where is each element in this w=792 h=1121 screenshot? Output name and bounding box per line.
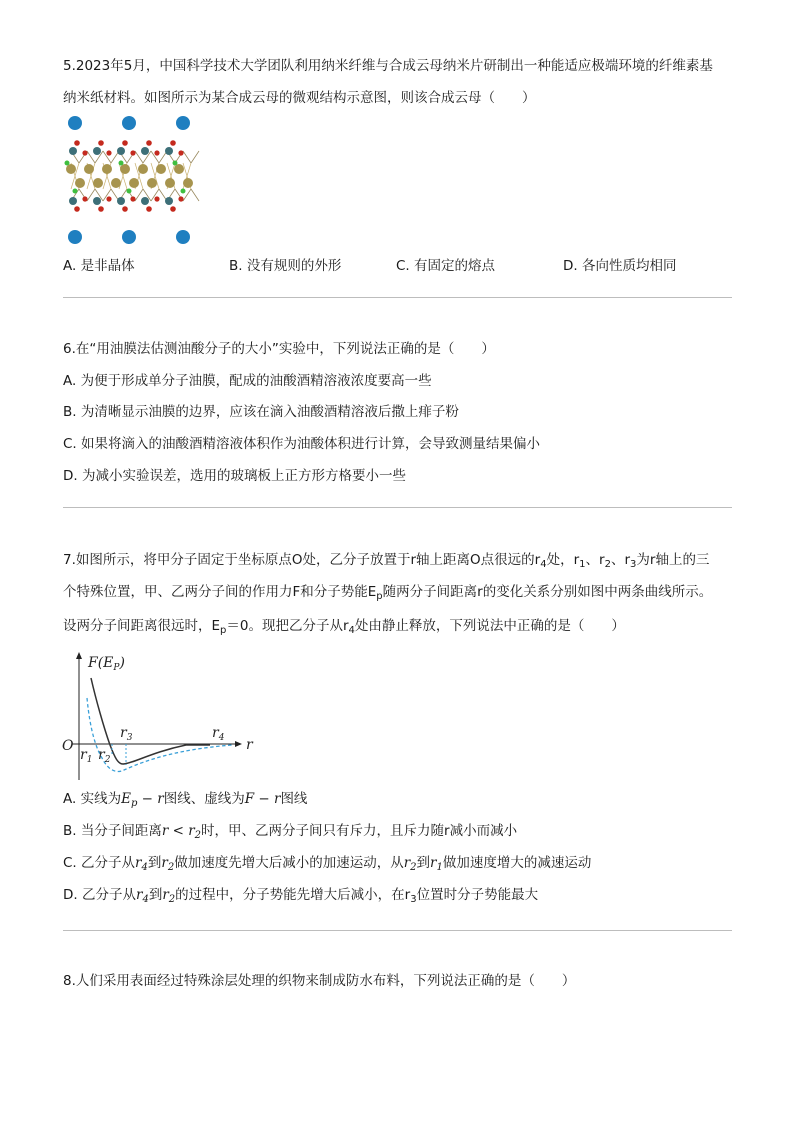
oxygen-atom (106, 196, 111, 201)
q5-option-c: C. 有固定的熔点 (396, 258, 496, 274)
q6-option-a: A. 为便于形成单分子油膜，配成的油酸酒精溶液浓度要高一些 (63, 373, 432, 389)
origin-label: O (62, 738, 74, 754)
oxygen-atom (74, 206, 80, 212)
q6-option-b: B. 为清晰显示油膜的边界，应该在滴入油酸酒精溶液后撒上痱子粉 (63, 404, 459, 420)
bond (191, 189, 199, 201)
oxygen-atom (98, 206, 104, 212)
mica-structure-figure (63, 113, 193, 248)
oxygen-atom (130, 196, 135, 201)
oxygen-atom (98, 140, 104, 146)
si-atom (93, 147, 101, 155)
bond (183, 151, 191, 163)
blue-cation-atom (122, 116, 136, 130)
metal-atom (111, 178, 121, 188)
si-atom (93, 197, 101, 205)
q5-option-d: D. 各向性质均相同 (563, 258, 677, 274)
oxygen-atom (122, 140, 128, 146)
divider (63, 507, 732, 508)
force-potential-graph (60, 650, 260, 785)
metal-atom (138, 164, 148, 174)
fluorine-atom (181, 189, 186, 194)
q7-option-b: B. 当分子间距离$r < r_2$时，甲、乙两分子间只有斥力，且斥力随r减小而减小 (63, 823, 518, 841)
oxygen-atom (170, 140, 176, 146)
divider (63, 930, 732, 931)
blue-cation-atom (176, 116, 190, 130)
metal-atom (120, 164, 130, 174)
q6-option-c: C. 如果将滴入的油酸酒精溶液体积作为油酸体积进行计算，会导致测量结果偏小 (63, 436, 541, 452)
oxygen-atom (146, 206, 152, 212)
q7-stem-line2: 个特殊位置，甲、乙两分子间的作用力F和分子势能$E_p$随两分子间距离r的变化关系分别如图中两条曲线所示。 (63, 584, 713, 602)
r3-label: $r_3$ (120, 725, 133, 743)
oxygen-atom (82, 196, 87, 201)
q8-stem: 8.人们采用表面经过特殊涂层处理的织物来制成防水布料，下列说法正确的是（ ） (63, 973, 576, 989)
metal-atom (102, 164, 112, 174)
r1-label: $r_1$ (80, 747, 93, 765)
oxygen-atom (154, 196, 159, 201)
oxygen-atom (146, 140, 152, 146)
si-atom (141, 147, 149, 155)
divider (63, 297, 732, 298)
metal-atom (75, 178, 85, 188)
fluorine-atom (73, 189, 78, 194)
y-axis-arrow (76, 652, 82, 659)
metal-atom (183, 178, 193, 188)
si-atom (117, 197, 125, 205)
x-axis-arrow (235, 741, 242, 747)
blue-cation-atom (122, 230, 136, 244)
fluorine-atom (65, 161, 70, 166)
q5-stem-line1: 5.2023年5月，中国科学技术大学团队利用纳米纤维与合成云母纳米片研制出一种能适应极端环境的纤维素基 (63, 58, 713, 74)
r2-label: $r_2$ (98, 747, 111, 765)
y-axis-label: $F(E_P)$ (88, 655, 125, 673)
fluorine-atom (173, 161, 178, 166)
oxygen-atom (178, 150, 183, 155)
metal-atom (147, 178, 157, 188)
q6-option-d: D. 为减小实验误差，选用的玻璃板上正方形方格要小一些 (63, 468, 406, 484)
metal-atom (84, 164, 94, 174)
fluorine-atom (127, 189, 132, 194)
si-atom (165, 197, 173, 205)
q6-stem: 6.在“用油膜法估测油酸分子的大小”实验中，下列说法正确的是（ ） (63, 341, 495, 357)
metal-atom (66, 164, 76, 174)
si-atom (69, 197, 77, 205)
blue-cation-atom (68, 230, 82, 244)
metal-atom (174, 164, 184, 174)
bond (191, 151, 199, 163)
oxygen-atom (154, 150, 159, 155)
x-axis-label: r (246, 737, 253, 753)
oxygen-atom (106, 150, 111, 155)
si-atom (141, 197, 149, 205)
oxygen-atom (130, 150, 135, 155)
metal-atom (129, 178, 139, 188)
blue-cation-atom (68, 116, 82, 130)
blue-cation-atom (176, 230, 190, 244)
r4-label: $r_4$ (212, 725, 225, 743)
q5-option-b: B. 没有规则的外形 (229, 258, 342, 274)
oxygen-atom (170, 206, 176, 212)
si-atom (165, 147, 173, 155)
potential-curve-solid (91, 678, 210, 764)
q7-option-c: C. 乙分子从$r_4$到$r_2$做加速度先增大后减小的加速运动，从$r_2$到$r_1$做加速度增大的减速运动 (63, 855, 592, 873)
q7-stem-line1: 7.如图所示，将甲分子固定于坐标原点O处，乙分子放置于r轴上距离O点很远的$r_4$处，$r_1$、$r_2$、$r_3$为r轴上的三 (63, 552, 710, 570)
metal-atom (165, 178, 175, 188)
oxygen-atom (178, 196, 183, 201)
oxygen-atom (74, 140, 80, 146)
si-atom (117, 147, 125, 155)
q7-stem-line3: 设两分子间距离很远时，$E_p=0$。现把乙分子从$r_4$处由静止释放，下列说法中正确的是（ ） (63, 618, 625, 636)
fluorine-atom (119, 161, 124, 166)
si-atom (69, 147, 77, 155)
q5-stem-line2: 纳米纸材料。如图所示为某合成云母的微观结构示意图，则该合成云母（ ） (63, 90, 536, 106)
oxygen-atom (122, 206, 128, 212)
q7-option-d: D. 乙分子从$r_4$到$r_2$的过程中，分子势能先增大后减小，在$r_3$位置时分子势能最大 (63, 887, 539, 905)
q7-option-a: A. 实线为$E_p - r$图线、虚线为F − r图线 (63, 791, 308, 809)
metal-atom (93, 178, 103, 188)
oxygen-atom (82, 150, 87, 155)
metal-atom (156, 164, 166, 174)
q5-option-a: A. 是非晶体 (63, 258, 135, 274)
